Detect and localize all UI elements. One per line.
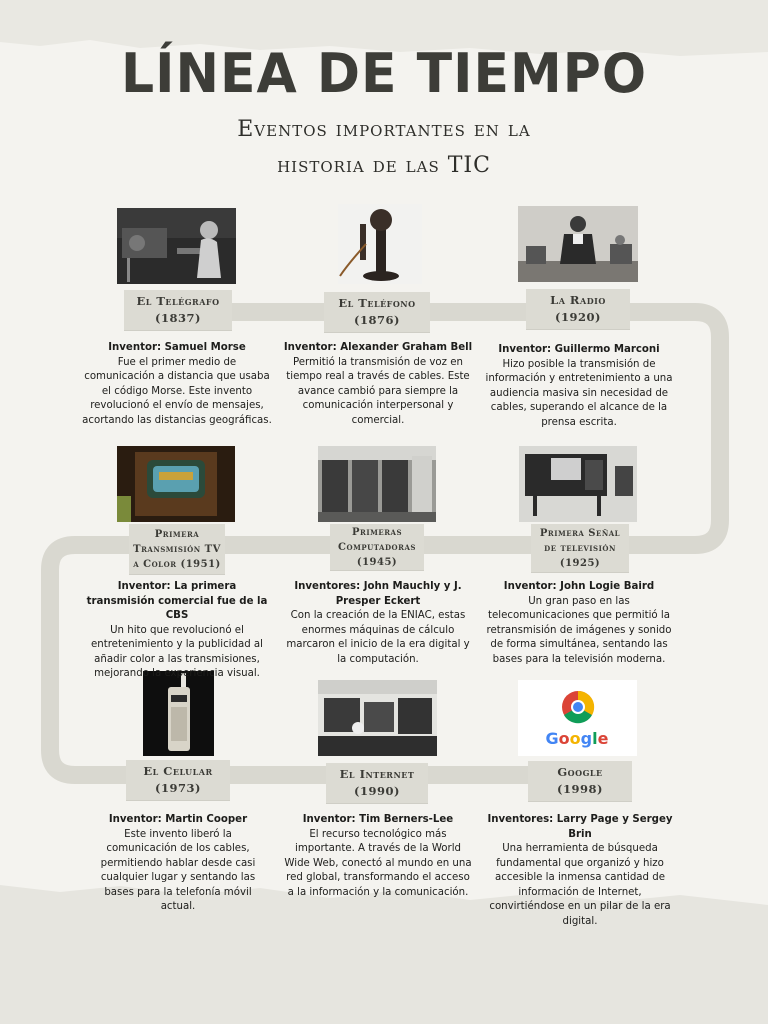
- page-title: LÍNEA DE TIEMPO: [120, 42, 648, 106]
- desc-computadoras: Inventores: John Mauchly y J. Presper Eckert Con la creación de la ENIAC, estas enormes máquinas de cálculo marcaron el inicio de la era digital y la computación.: [286, 581, 470, 665]
- radio-photo: [518, 206, 638, 282]
- desc-radio: Inventor: Guillermo Marconi Hizo posible la transmisión de información y entretenimiento a una audiencia masiva sin necesidad de cables, superando el alcance de la prensa escrita.: [485, 344, 673, 428]
- desc-internet: Inventor: Tim Berners-Lee El recurso tecnológico más importante. A través de la World Wide Web, conectó al mundo en una red global, transformando el acceso a la información y la comunicación.: [284, 814, 472, 898]
- label-google: Google (1998): [528, 761, 632, 801]
- label-telegrafo: El Telégrafo (1837): [124, 290, 232, 330]
- subtitle-line-2: historia de las TIC: [277, 153, 491, 178]
- label-senal-tv: Primera Señal de televisión (1925): [531, 524, 629, 572]
- label-computadoras: Primeras Computadoras (1945): [330, 524, 424, 570]
- google-photo: [518, 680, 637, 756]
- label-radio: La Radio (1920): [526, 289, 630, 329]
- label-internet: El Internet (1990): [326, 763, 428, 803]
- desc-tv-color: Inventor: La primera transmisión comercial fue de la CBS Un hito que revolucionó el entretenimiento y la publicidad al añadir color a las transmisiones, mejorando la experiencia visual.: [86, 581, 268, 679]
- subtitle-line-1: Eventos importantes en la: [237, 117, 531, 142]
- desc-senal-tv: Inventor: John Logie Baird Un gran paso en las telecomunicaciones que permitió la retransmisión de imágenes y sonido de forma simultánea, sentando las bases para la televisión moderna.: [486, 581, 672, 665]
- color-tv-photo: [117, 446, 235, 522]
- telegraph-photo: [117, 208, 236, 284]
- desc-google: Inventores: Larry Page y Sergey Brin Una herramienta de búsqueda fundamental que organizó y hizo accesible la inmensa cantidad de información de Internet, convirtiéndose en un pilar de la era digital.: [487, 814, 673, 927]
- label-telefono: El Teléfono (1876): [324, 292, 430, 332]
- computers-photo: [318, 446, 436, 522]
- label-celular: El Celular (1973): [126, 760, 230, 800]
- google-logo-text: Google: [545, 729, 609, 748]
- telephone-photo: [338, 204, 422, 284]
- desc-telefono: Inventor: Alexander Graham Bell Permitió la transmisión de voz en tiempo real a través de cables. Este avance cambió para siempre la comunicación interpersonal y comercial.: [283, 342, 473, 426]
- internet-photo: [318, 680, 437, 756]
- cellphone-photo: [143, 671, 214, 756]
- desc-celular: Inventor: Martin Cooper Este invento liberó la comunicación de los cables, permitiendo hablar desde casi cualquier lugar y sentando las bases para la telefonía móvil actual.: [100, 814, 256, 912]
- label-tv-color: Primera Transmisión TV a Color (1951): [129, 524, 225, 574]
- desc-telegrafo: Inventor: Samuel Morse Fue el primer medio de comunicación a distancia que usaba el código Morse. Este invento revolucionó el envío de mensajes, acortando las distancias geográficas.: [82, 342, 272, 426]
- television-photo: [519, 446, 637, 522]
